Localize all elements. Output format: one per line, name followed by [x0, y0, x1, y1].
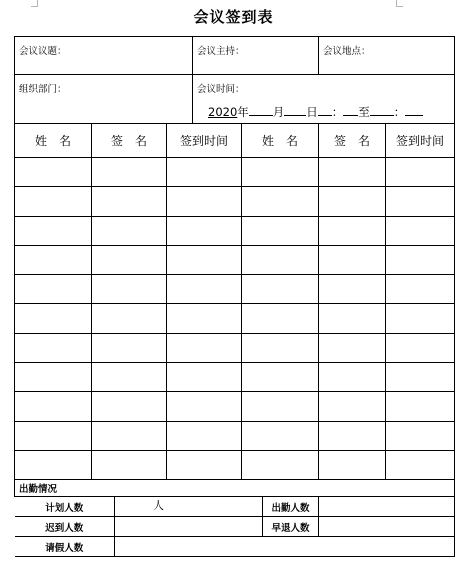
location-label: 会议地点： — [323, 46, 371, 57]
signature-rows — [15, 158, 455, 480]
sign-time-cell[interactable] — [386, 245, 455, 274]
table-row — [15, 363, 455, 392]
day-unit: 日 — [306, 105, 318, 119]
name-cell[interactable] — [15, 333, 92, 362]
name-cell[interactable] — [15, 275, 92, 304]
sign-time-cell[interactable] — [167, 304, 242, 333]
header-signature: 签 名 — [92, 124, 167, 158]
table-row — [15, 450, 455, 479]
month-blank[interactable] — [249, 104, 273, 116]
name-cell[interactable] — [15, 450, 92, 479]
leave-value-cell[interactable] — [115, 537, 455, 557]
name-cell[interactable] — [242, 304, 319, 333]
sign-time-cell[interactable] — [386, 333, 455, 362]
location-cell[interactable] — [319, 37, 455, 75]
sign-time-cell[interactable] — [386, 450, 455, 479]
name-cell[interactable] — [15, 245, 92, 274]
end-minute-blank[interactable] — [405, 104, 423, 116]
host-label: 会议主持： — [197, 46, 245, 57]
signature-cell[interactable] — [92, 421, 167, 450]
start-colon: ： — [331, 105, 344, 119]
planned-label: 计划人数 — [45, 502, 84, 514]
year-unit: 年 — [237, 105, 249, 119]
table-row — [15, 275, 455, 304]
signature-cell[interactable] — [319, 392, 386, 421]
sign-time-cell[interactable] — [386, 392, 455, 421]
name-cell[interactable] — [242, 392, 319, 421]
name-cell[interactable] — [242, 216, 319, 245]
planned-value-cell[interactable] — [115, 497, 263, 517]
header-sign-time: 签到时间 — [167, 124, 242, 158]
sign-time-cell[interactable] — [386, 304, 455, 333]
signature-cell[interactable] — [92, 245, 167, 274]
name-cell[interactable] — [242, 158, 319, 187]
planned-label-cell — [15, 497, 115, 517]
meeting-info-table — [14, 36, 455, 124]
signature-cell[interactable] — [319, 450, 386, 479]
topic-label: 会议议题： — [19, 46, 67, 57]
start-hour-blank[interactable] — [318, 104, 332, 116]
late-value-cell[interactable] — [115, 517, 263, 537]
signature-cell[interactable] — [319, 421, 386, 450]
sign-time-cell[interactable] — [167, 333, 242, 362]
sign-time-cell[interactable] — [167, 363, 242, 392]
name-cell[interactable] — [15, 304, 92, 333]
signature-cell[interactable] — [319, 304, 386, 333]
sign-time-cell[interactable] — [386, 187, 455, 216]
signature-cell[interactable] — [319, 363, 386, 392]
sign-time-cell[interactable] — [167, 450, 242, 479]
start-minute-blank[interactable] — [343, 104, 358, 116]
host-cell[interactable] — [193, 37, 319, 75]
name-cell[interactable] — [242, 275, 319, 304]
time-cell[interactable] — [193, 75, 455, 124]
present-value-cell[interactable] — [319, 497, 455, 517]
time-fill-line — [197, 104, 454, 120]
present-label-cell — [263, 497, 319, 517]
name-cell[interactable] — [242, 245, 319, 274]
attendance-section — [15, 480, 455, 497]
sign-time-cell[interactable] — [167, 421, 242, 450]
sign-time-cell[interactable] — [167, 158, 242, 187]
sign-in-sheet — [14, 36, 454, 557]
name-cell[interactable] — [242, 421, 319, 450]
table-row — [15, 187, 455, 216]
sign-time-cell[interactable] — [167, 216, 242, 245]
year-value: 2020 — [208, 105, 238, 119]
sign-time-cell[interactable] — [167, 187, 242, 216]
signature-cell[interactable] — [319, 245, 386, 274]
month-unit: 月 — [272, 105, 285, 119]
name-cell[interactable] — [242, 363, 319, 392]
header-name: 姓 名 — [15, 124, 92, 158]
topic-cell[interactable] — [15, 37, 193, 75]
signature-cell[interactable] — [319, 275, 386, 304]
table-row — [15, 216, 455, 245]
table-row — [15, 304, 455, 333]
signature-cell[interactable] — [92, 158, 167, 187]
table-row — [15, 333, 455, 362]
to-label: 至 — [358, 105, 370, 119]
name-cell[interactable] — [242, 450, 319, 479]
attendance-table — [14, 479, 455, 557]
day-blank[interactable] — [284, 104, 306, 116]
early-leave-label-cell — [263, 517, 319, 537]
sign-time-cell[interactable] — [386, 421, 455, 450]
signature-cell[interactable] — [319, 333, 386, 362]
sign-time-cell[interactable] — [386, 158, 455, 187]
signature-cell[interactable] — [92, 392, 167, 421]
document-title: 会议签到表 — [193, 8, 274, 26]
present-label: 出勤人数 — [271, 502, 310, 514]
leave-label: 请假人数 — [45, 542, 84, 554]
signature-cell[interactable] — [92, 363, 167, 392]
signature-cell[interactable] — [319, 158, 386, 187]
header-name: 姓 名 — [242, 124, 319, 158]
dept-label: 组织部门： — [19, 84, 67, 95]
name-cell[interactable] — [15, 216, 92, 245]
sign-time-cell[interactable] — [386, 275, 455, 304]
attendance-section-label: 出勤情况 — [19, 484, 58, 496]
signature-cell[interactable] — [92, 450, 167, 479]
sign-time-cell[interactable] — [386, 363, 455, 392]
signature-cell[interactable] — [92, 275, 167, 304]
signature-cell[interactable] — [92, 216, 167, 245]
time-label: 会议时间： — [197, 84, 245, 95]
signature-cell[interactable] — [319, 187, 386, 216]
sign-time-cell[interactable] — [386, 216, 455, 245]
header-sign-time: 签到时间 — [386, 124, 455, 158]
header-signature: 签 名 — [319, 124, 386, 158]
end-colon: ： — [393, 105, 406, 119]
sign-time-cell[interactable] — [167, 245, 242, 274]
table-row — [15, 421, 455, 450]
table-row — [15, 158, 455, 187]
signature-table — [14, 123, 455, 480]
late-label-cell — [15, 517, 115, 537]
name-cell[interactable] — [15, 187, 92, 216]
dept-cell[interactable] — [15, 75, 193, 124]
name-cell[interactable] — [242, 187, 319, 216]
name-cell[interactable] — [242, 333, 319, 362]
signature-cell[interactable] — [92, 304, 167, 333]
name-cell[interactable] — [15, 421, 92, 450]
signature-cell[interactable] — [92, 187, 167, 216]
leave-label-cell — [15, 537, 115, 557]
name-cell[interactable] — [15, 392, 92, 421]
late-label: 迟到人数 — [45, 522, 84, 534]
signature-cell[interactable] — [92, 333, 167, 362]
signature-cell[interactable] — [319, 216, 386, 245]
planned-unit: 人 — [153, 499, 164, 513]
table-row — [15, 392, 455, 421]
signature-header-row — [15, 124, 455, 158]
sign-time-cell[interactable] — [167, 275, 242, 304]
name-cell[interactable] — [15, 363, 92, 392]
table-row — [15, 245, 455, 274]
end-hour-blank[interactable] — [370, 104, 394, 116]
sign-time-cell[interactable] — [167, 392, 242, 421]
early-leave-label: 早退人数 — [271, 522, 310, 534]
name-cell[interactable] — [15, 158, 92, 187]
early-leave-value-cell[interactable] — [319, 517, 455, 537]
